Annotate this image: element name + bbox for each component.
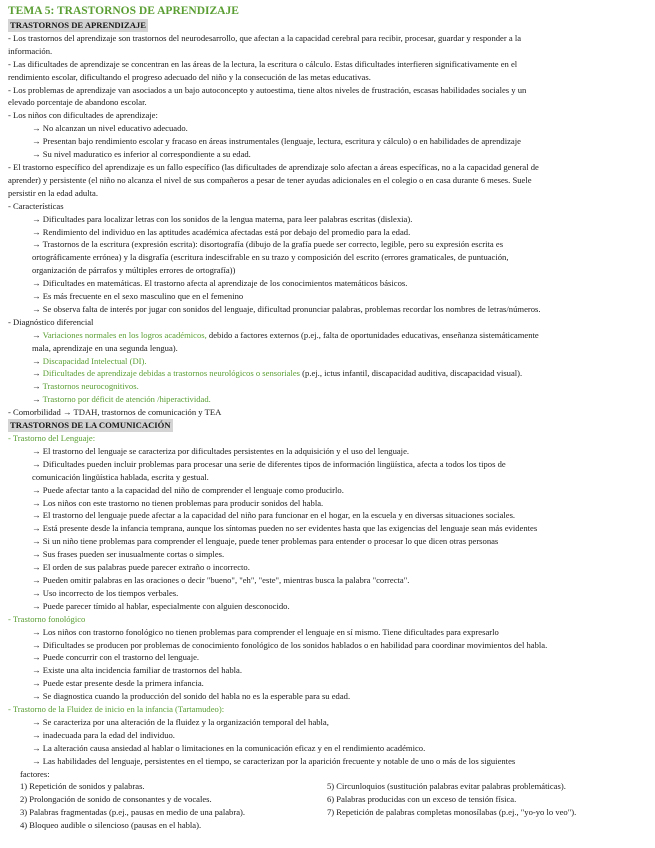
paragraph-line: elevado porcentaje de abandono escolar. bbox=[8, 97, 147, 108]
list-item: → Puede estar presente desde la primera infancia. bbox=[32, 678, 204, 689]
list-item: → Es más frecuente en el sexo masculino que en el femenino bbox=[32, 291, 244, 302]
subsection-heading: - Trastorno del Lenguaje: bbox=[8, 433, 96, 443]
list-heading: - Los niños con dificultades de aprendizaje: bbox=[8, 110, 158, 121]
list-item: → Dificultades pueden incluir problemas para procesar una serie de diferentes tipos de información lingüística, afecta a todos los tipos de bbox=[32, 458, 506, 469]
list-item: → Se observa falta de interés por jugar con sonidos del lenguaje, dificultad pronunciar palabras, problemas recordar los nombres de letras/números. bbox=[32, 303, 541, 314]
list-item: → No alcanzan un nivel educativo adecuado. bbox=[32, 123, 188, 134]
arrow: → bbox=[32, 394, 43, 405]
list-item: → Las habilidades del lenguaje, persistentes en el tiempo, se caracterizan por la aparición frecuente y notable de uno o más de los siguientes bbox=[32, 755, 516, 766]
factor-item: 6) Palabras producidas con un exceso de tensión física. bbox=[327, 794, 517, 805]
list-item bbox=[8, 329, 647, 342]
factor-row bbox=[8, 819, 647, 832]
list-item: → El orden de sus palabras puede parecer extraño o incorrecto. bbox=[32, 562, 250, 573]
paragraph-line: persistir en la edad adulta. bbox=[8, 187, 98, 198]
list-item: → Los niños con este trastorno no tienen problemas para producir sonidos del habla. bbox=[32, 497, 324, 508]
list-item: → Se caracteriza por una alteración de la fluidez y la organización temporal del habla, bbox=[32, 716, 329, 727]
highlight-green: Dificultades de aprendizaje debidas a trastornos neurológicos o sensoriales bbox=[42, 368, 301, 379]
factor-item: 3) Palabras fragmentadas (p.ej., pausas en medio de una palabra). bbox=[20, 807, 246, 818]
list-item: comunicación lingüística hablada, escrita y gestual. bbox=[32, 471, 209, 482]
factor-item: 7) Repetición de palabras completas monosílabas (p.ej., "yo-yo lo veo"). bbox=[327, 807, 577, 818]
list-item: → Existe una alta incidencia familiar de trastornos del habla. bbox=[32, 665, 242, 676]
list-heading: - Diagnóstico diferencial bbox=[8, 316, 94, 327]
list-item: ortográficamente errónea) y la disgrafía (escritura indescifrable en su trazo y composición del escrito (errores gramaticales, de puntuación, bbox=[32, 252, 509, 263]
factor-row bbox=[8, 793, 647, 806]
section-heading-communication-disorders: TRASTORNOS DE LA COMUNICACIÓN bbox=[10, 420, 171, 431]
list-item bbox=[8, 380, 647, 393]
list-item bbox=[8, 367, 647, 380]
list-item: organización de párrafos y múltiples errores de ortografía)) bbox=[32, 265, 236, 276]
section-heading-learning-disorders: TRASTORNOS DE APRENDIZAJE bbox=[10, 20, 146, 30]
paragraph-line: - Los trastornos del aprendizaje son trastornos del neurodesarrollo, que afectan a la capacidad cerebral para recibir, procesar, guardar y responder a la bbox=[8, 32, 522, 43]
arrow: → bbox=[32, 355, 43, 366]
item-text: debido a factores externos (p.ej., falta de oportunidades educativas, enseñanza sistemáticamente bbox=[206, 329, 539, 340]
list-item: → Está presente desde la infancia temprana, aunque los síntomas pueden no ser evidentes hasta que las exigencias del lenguaje sean más evidentes bbox=[32, 523, 538, 534]
list-item: → Puede concurrir con el trastorno del lenguaje. bbox=[32, 652, 200, 663]
document-title: TEMA 5: TRASTORNOS DE APRENDIZAJE bbox=[8, 5, 239, 17]
list-item: → Si un niño tiene problemas para comprender el lenguaje, puede tener problemas para entender o procesar lo que dicen otras personas bbox=[32, 536, 499, 547]
list-item: → Dificultades se producen por problemas de conocimiento fonológico de los sonidos hablados o en habilidad para coordinar movimientos del habla. bbox=[32, 639, 548, 650]
list-item: factores: bbox=[20, 768, 50, 779]
paragraph-line: - El trastorno específico del aprendizaje es un fallo específico (las dificultades de aprendizaje solo afectan a áreas específicas, no a la capacidad general de bbox=[8, 161, 539, 172]
list-heading: - Características bbox=[8, 200, 64, 211]
list-item: → Pueden omitir palabras en las oraciones o decir "bueno", "eh", "este", mientras busca la palabra "correcta". bbox=[32, 574, 410, 585]
paragraph-line: - Los problemas de aprendizaje van asociados a un bajo autoconcepto y autoestima, tiene altos niveles de frustración, escasas habilidades sociales y un bbox=[8, 84, 527, 95]
list-item: → Los niños con trastorno fonológico no tienen problemas para comprender el lenguaje en sí mismo. Tiene dificultades para expresarlo bbox=[32, 626, 499, 637]
list-item: → Dificultades para localizar letras con los sonidos de la lengua materna, para leer palabras escritas (dislexia). bbox=[32, 213, 413, 224]
paragraph-line: - Las dificultades de aprendizaje se concentran en las áreas de la lectura, la escritura o cálculo. Estas dificultades interfieren significativamente en el bbox=[8, 58, 518, 69]
factor-item: 2) Prolongación de sonido de consonantes y de vocales. bbox=[20, 794, 212, 805]
paragraph-line: - Comorbilidad → TDAH, trastornos de comunicación y TEA bbox=[8, 407, 222, 418]
highlight-green: Variaciones normales en los logros académicos, bbox=[42, 329, 207, 340]
factor-row bbox=[8, 780, 647, 793]
list-item: → Rendimiento del individuo en las aptitudes académica afectadas está por debajo del promedio para la edad. bbox=[32, 226, 411, 237]
list-item: → Dificultades en matemáticas. El trastorno afecta al aprendizaje de los conocimientos matemáticos básicos. bbox=[32, 278, 408, 289]
paragraph-line: información. bbox=[8, 45, 53, 56]
arrow: → bbox=[32, 381, 43, 392]
list-item bbox=[8, 355, 647, 368]
highlight-green: Trastornos neurocognitivos. bbox=[42, 381, 139, 392]
list-item: → Presentan bajo rendimiento escolar y fracaso en áreas instrumentales (lenguaje, lectura, escritura y cálculo) o en habilidades de aprendizaje bbox=[32, 136, 521, 147]
highlight-green: Discapacidad Intelectual (DI). bbox=[42, 355, 147, 366]
paragraph-line: aprender) y persistente (el niño no alcanza el nivel de sus compañeros a pesar de tener ayudas adicionales en el colegio o en casa durante 6 meses. Suele bbox=[8, 174, 532, 185]
factor-item: 4) Bloqueo audible o silencioso (pausas en el habla). bbox=[20, 820, 202, 831]
item-text: (p.ej., ictus infantil, discapacidad auditiva, discapacidad visual). bbox=[300, 368, 523, 379]
list-item: → Puede parecer tímido al hablar, especialmente con alguien desconocido. bbox=[32, 600, 290, 611]
arrow: → bbox=[32, 329, 43, 340]
list-item: → Puede afectar tanto a la capacidad del niño de comprender el lenguaje como producirlo. bbox=[32, 484, 344, 495]
list-item: → El trastorno del lenguaje puede afectar a la capacidad del niño para funcionar en el hogar, en la escuela y en diversas situaciones sociales. bbox=[32, 510, 516, 521]
paragraph-line: rendimiento escolar, dificultando el progreso adecuado del niño y la consecución de las metas educativas. bbox=[8, 71, 371, 82]
factor-item: 5) Circunloquios (sustitución palabras evitar palabras problemáticas). bbox=[327, 781, 566, 792]
factor-item: 1) Repetición de sonidos y palabras. bbox=[20, 781, 145, 792]
list-item: → Sus frases pueden ser inusualmente cortas o simples. bbox=[32, 549, 225, 560]
highlight-green: Trastorno por déficit de atención /hiperactividad. bbox=[42, 394, 211, 405]
list-item: → El trastorno del lenguaje se caracteriza por dificultades persistentes en la adquisición y el uso del lenguaje. bbox=[32, 445, 410, 456]
list-item: → inadecuada para la edad del individuo. bbox=[32, 729, 175, 740]
subsection-heading: - Trastorno fonológico bbox=[8, 613, 86, 624]
arrow: → bbox=[32, 368, 43, 379]
subsection-heading: - Trastorno de la Fluidez de inicio en la infancia (Tartamudeo): bbox=[8, 704, 225, 715]
list-item: → Trastornos de la escritura (expresión escrita): disortografía (dibujo de la grafía puede ser correcto, legible, pero su expresión escrita es bbox=[32, 239, 504, 250]
list-item: → La alteración causa ansiedad al hablar o limitaciones en la comunicación eficaz y en el rendimiento académico. bbox=[32, 742, 426, 753]
list-item: → Se diagnostica cuando la producción del sonido del habla no es la esperable para su edad. bbox=[32, 691, 351, 702]
list-item: mala, aprendizaje en una segunda lengua). bbox=[32, 342, 178, 353]
list-item: → Uso incorrecto de los tiempos verbales. bbox=[32, 587, 179, 598]
factor-row bbox=[8, 806, 647, 819]
list-item: → Su nivel maduratico es inferior al correspondiente a su edad. bbox=[32, 149, 251, 160]
list-item bbox=[8, 393, 647, 406]
